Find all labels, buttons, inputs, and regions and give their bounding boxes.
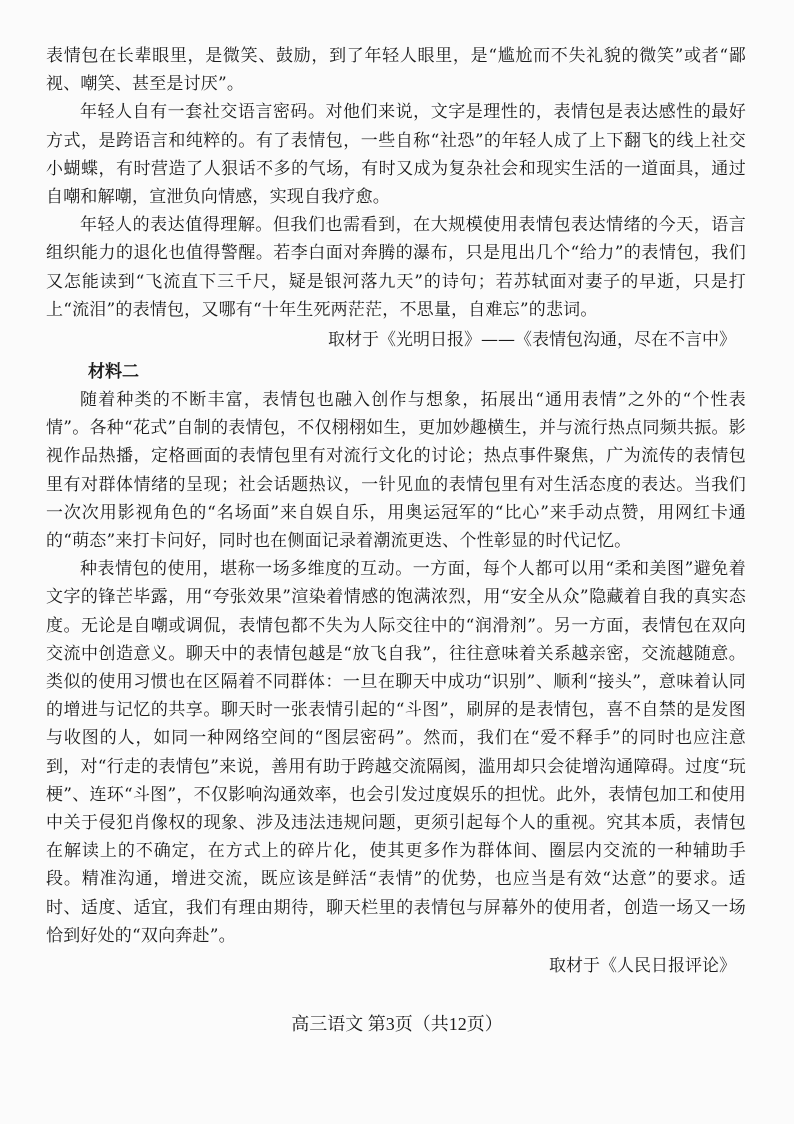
page-footer: 高三语文 第3页（共12页） <box>291 1014 503 1034</box>
material-one-paragraph-1: 表情包在长辈眼里，是微笑、鼓励，到了年轻人眼里，是“尴尬而不失礼貌的微笑”或者“鄙视、嘲笑、甚至是讨厌”。 <box>46 46 746 95</box>
material-two-paragraph-2: 种表情包的使用，堪称一场多维度的互动。一方面，每个人都可以用“柔和美图”避免着文字的锋芒毕露，用“夸张效果”渲染着情感的饱满浓烈，用“安全从众”隐藏着自我的真实态度。无论是自嘲或调侃，表情包都不失为人际交往中的“润滑剂”。另一方面，表情包在双向交流中创造意义。聊天中的表情包越是“放飞自我”，往往意味着关系越亲密，交流越随意。类似的使用习惯也在区隔着不同群体：一旦在聊天中成功“识别”、顺利“接头”，意味着认同的增进与记忆的共享。聊天时一张表情引起的“斗图”，刷屏的是表情包，喜不自禁的是发图与收图的人，如同一种网络空间的“图层密码”。然而，我们在“爱不释手”的同时也应注意到，对“行走的表情包”来说，善用有助于跨越交流隔阂，滥用却只会徒增沟通障碍。过度“玩梗”、连环“斗图”，不仅影响沟通效率，也会引发过度娱乐的担忧。此外，表情包加工和使用中关于侵犯肖像权的现象、涉及违法违规问题，更须引起每个人的重视。究其本质，表情包在解读上的不确定，在方式上的碎片化，使其更多作为群体间、圈层内交流的一种辅助手段。精准沟通，增进交流，既应该是鲜活“表情”的优势，也应当是有效“达意”的要求。适时、适度、适宜，我们有理由期待，聊天栏里的表情包与屏幕外的使用者，创造一场又一场恰到好处的“双向奔赴”。 <box>46 559 746 946</box>
page-content <box>46 42 746 984</box>
material-two-heading: 材料二 <box>88 362 139 383</box>
material-two-source: 取材于《人民日报评论》 <box>549 956 736 977</box>
material-one-source: 取材于《光明日报》——《表情包沟通，尽在不言中》 <box>328 330 736 351</box>
material-one-paragraph-2: 年轻人自有一套社交语言密码。对他们来说，文字是理性的，表情包是表达感性的最好方式，是跨语言和纯粹的。有了表情包，一些自称“社恐”的年轻人成了上下翻飞的线上社交小蝴蝶，有时营造了人狠话不多的气场，有时又成为复杂社会和现实生活的一道面具，通过自嘲和解嘲，宣泄负向情感，实现自我疗愈。 <box>46 102 746 208</box>
material-two-paragraph-1: 随着种类的不断丰富，表情包也融入创作与想象，拓展出“通用表情”之外的“个性表情”。各种“花式”自制的表情包，不仅栩栩如生，更加妙趣横生，并与流行热点同频共振。影视作品热播，定格画面的表情包里有对流行文化的讨论；热点事件聚焦，广为流传的表情包里有对群体情绪的呈现；社会话题热议，一针见血的表情包里有对生活态度的表达。当我们一次次用影视角色的“名场面”来自娱自乐，用奥运冠军的“比心”来手动点赞，用网红卡通的“萌态”来打卡问好，同时也在侧面记录着潮流更迭、个性彰显的时代记忆。 <box>46 390 746 552</box>
material-one-paragraph-3: 年轻人的表达值得理解。但我们也需看到，在大规模使用表情包表达情绪的今天，语言组织能力的退化也值得警醒。若李白面对奔腾的瀑布，只是甩出几个“给力”的表情包，我们又怎能读到“飞流直下三千尺，疑是银河落九天”的诗句；若苏轼面对妻子的早逝，只是打上“流泪”的表情包，又哪有“十年生死两茫茫，不思量，自难忘”的悲词。 <box>46 215 746 320</box>
